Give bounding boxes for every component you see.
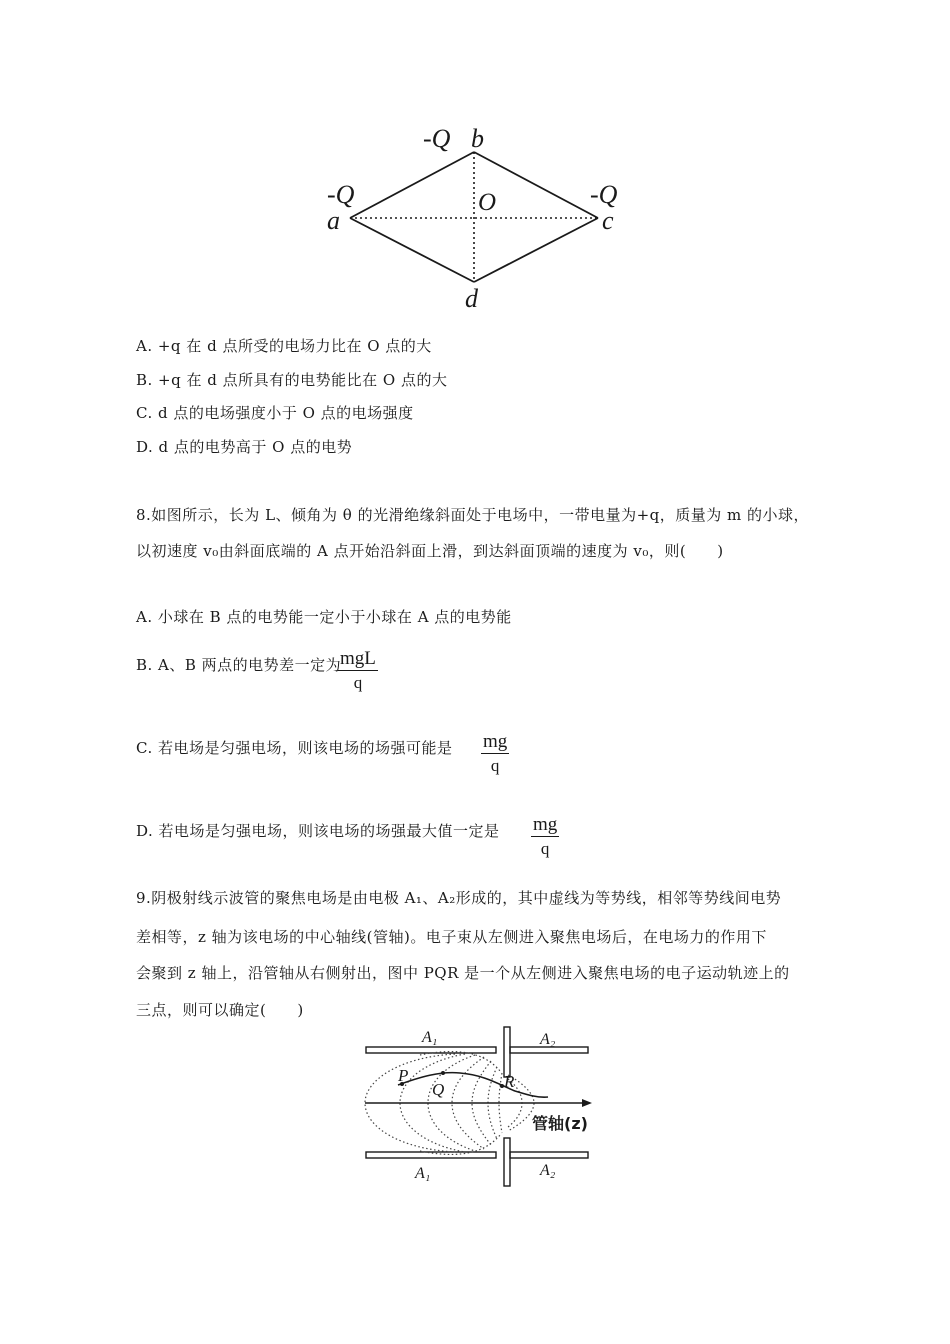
label-a: a [327,206,340,235]
electrode-a1-bottom-label: A₁ [415,1165,431,1182]
fraction-numerator: mg [533,814,558,835]
tube-axis-label: 管轴(z) [532,1114,588,1133]
label-b: b [471,124,484,153]
fraction-denominator: q [540,839,550,858]
q8-stem-line-2: 以初速度 v₀由斜面底端的 A 点开始沿斜面上滑，到达斜面顶端的速度为 v₀，则( ) [136,542,724,560]
fraction-numerator: mgL [340,648,376,669]
electrode-a2-top-label: A₂ [540,1031,556,1048]
q8-option-c: C. 若电场是匀强电场，则该电场的场强可能是 [136,739,453,757]
charge-a: -Q [327,180,355,209]
electrode-a1-top-label: A₁ [422,1029,438,1046]
q7-option-d: D. d 点的电势高于 O 点的电势 [136,438,353,456]
q7-option-b: B. +q 在 d 点所具有的电势能比在 O 点的大 [136,371,448,389]
fraction-denominator: q [490,756,500,775]
q8-option-d-fraction [531,814,559,861]
q9-line-4: 三点，则可以确定( ) [136,1001,304,1019]
charge-c: -Q [590,180,618,209]
q8-option-b-fraction [338,648,378,695]
charge-b: -Q [423,124,451,153]
q8-stem-line-1: 8.如图所示，长为 L、倾角为 θ 的光滑绝缘斜面处于电场中，一带电量为+q，质量为 m 的小球， [136,506,810,524]
fraction-numerator: mg [483,731,508,752]
q9-line-3: 会聚到 z 轴上，沿管轴从右侧射出，图中 PQR 是一个从左侧进入聚焦电场的电子运动轨迹上的 [136,964,790,982]
label-o: O [478,189,497,216]
fraction-denominator: q [353,673,363,692]
q7-option-a: A. +q 在 d 点所受的电场力比在 O 点的大 [136,337,432,355]
q7-option-c: C. d 点的电场强度小于 O 点的电场强度 [136,404,414,422]
label-d: d [465,284,478,313]
q8-option-d: D. 若电场是匀强电场，则该电场的场强最大值一定是 [136,822,500,840]
focusing-field-figure [360,1025,600,1190]
q8-option-b: B. A、B 两点的电势差一定为 [136,656,342,674]
point-q-label: Q [432,1080,445,1099]
point-r-label: R [504,1072,515,1091]
electrode-a2-bottom-label: A₂ [540,1162,556,1179]
q8-option-a: A. 小球在 B 点的电势能一定小于小球在 A 点的电势能 [136,608,512,626]
rhombus-figure [315,115,635,315]
point-p-label: P [398,1066,409,1085]
q8-option-c-fraction [481,731,509,778]
q9-line-2: 差相等，z 轴为该电场的中心轴线(管轴)。电子束从左侧进入聚焦电场后，在电场力的作用下 [136,928,767,946]
q9-line-1: 9.阴极射线示波管的聚焦电场是由电极 A₁、A₂形成的，其中虚线为等势线，相邻等势线间电势 [136,889,782,907]
label-c: c [602,206,614,235]
